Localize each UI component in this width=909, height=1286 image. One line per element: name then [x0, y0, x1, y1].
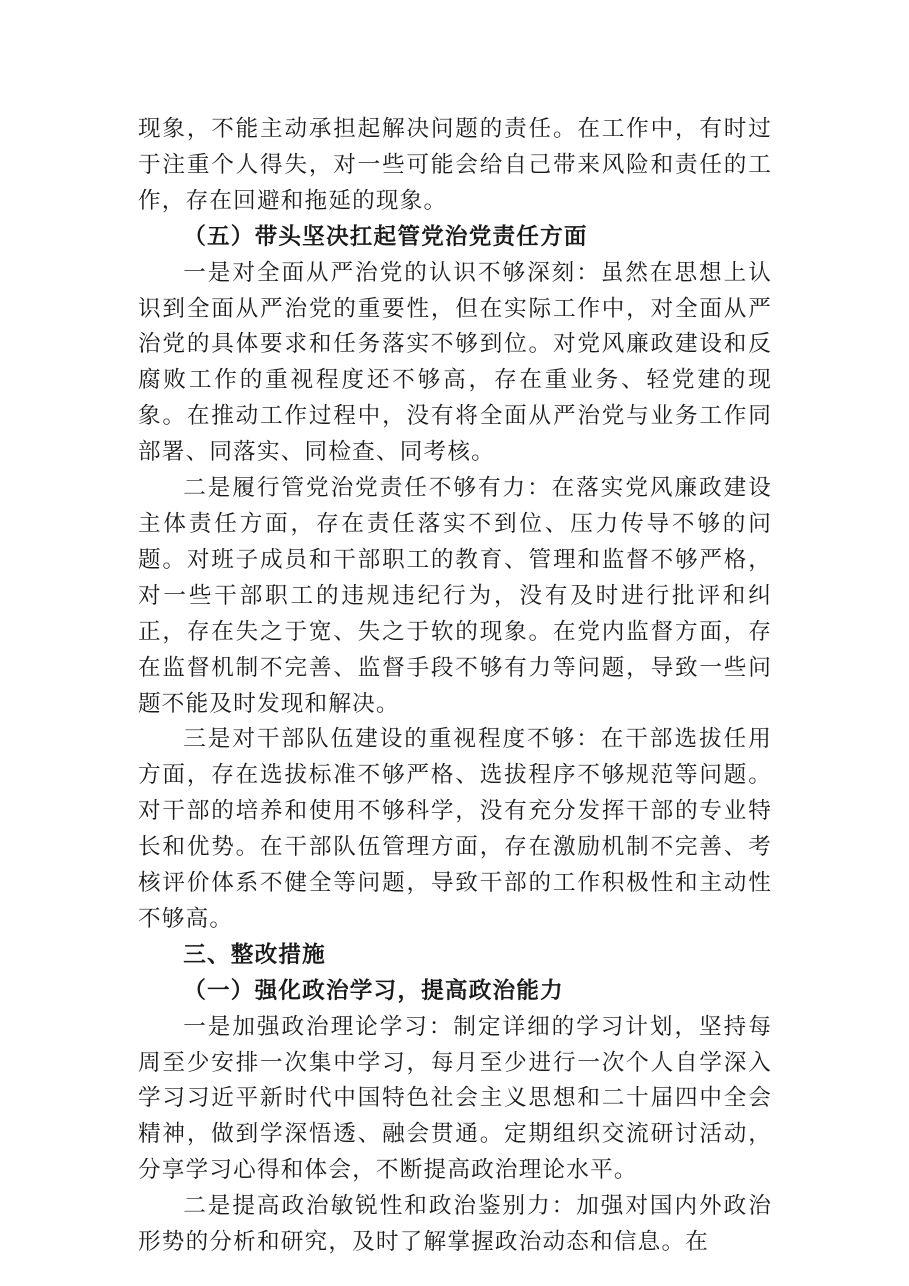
section-heading-3: 三、整改措施 — [183, 941, 326, 968]
paragraph-item-2: 二是履行管党治党责任不够有力：在落实党风廉政建设主体责任方面，存在责任落实不到位、压力传导不够的问题。对班子成员和干部职工的教育、管理和监督不够严格，对一些干部职工的违规违纪行为，没有及时进行批评和纠正，存在失之于宽、失之于软的现象。在党内监督方面，存在监督机制不完善、监督手段不够有力等问题，导致一些问题不能及时发现和解决。 — [138, 475, 772, 717]
paragraph-continuation: 现象，不能主动承担起解决问题的责任。在工作中，有时过于注重个人得失，对一些可能会给自己带来风险和责任的工作，存在回避和拖延的现象。 — [138, 116, 772, 214]
paragraph-measure-2: 二是提高政治敏锐性和政治鉴别力：加强对国内外政治形势的分析和研究，及时了解掌握政治动态和信息。在 — [138, 1193, 772, 1256]
section-subheading-5: （五）带头坚决扛起管党治党责任方面 — [183, 223, 588, 250]
document-body — [138, 112, 772, 1261]
paragraph-item-3: 三是对干部队伍建设的重视程度不够：在干部选拔任用方面，存在选拔标准不够严格、选拔程序不够规范等问题。对干部的培养和使用不够科学，没有充分发挥干部的专业特长和优势。在干部队伍管理方面，存在激励机制不完善、考核评价体系不健全等问题，导致干部的工作积极性和主动性不够高。 — [138, 726, 772, 932]
paragraph-item-1: 一是对全面从严治党的认识不够深刻：虽然在思想上认识到全面从严治党的重要性，但在实际工作中，对全面从严治党的具体要求和任务落实不够到位。对党风廉政建设和反腐败工作的重视程度还不够高，存在重业务、轻党建的现象。在推动工作过程中，没有将全面从严治党与业务工作同部署、同落实、同检查、同考核。 — [138, 259, 772, 466]
section-subheading-1: （一）强化政治学习，提高政治能力 — [183, 977, 564, 1004]
paragraph-measure-1: 一是加强政治理论学习：制定详细的学习计划，坚持每周至少安排一次集中学习，每月至少进行一次个人自学深入学习习近平新时代中国特色社会主义思想和二十届四中全会精神，做到学深悟透、融会贯通。定期组织交流研讨活动，分享学习心得和体会，不断提高政治理论水平。 — [138, 1013, 772, 1184]
